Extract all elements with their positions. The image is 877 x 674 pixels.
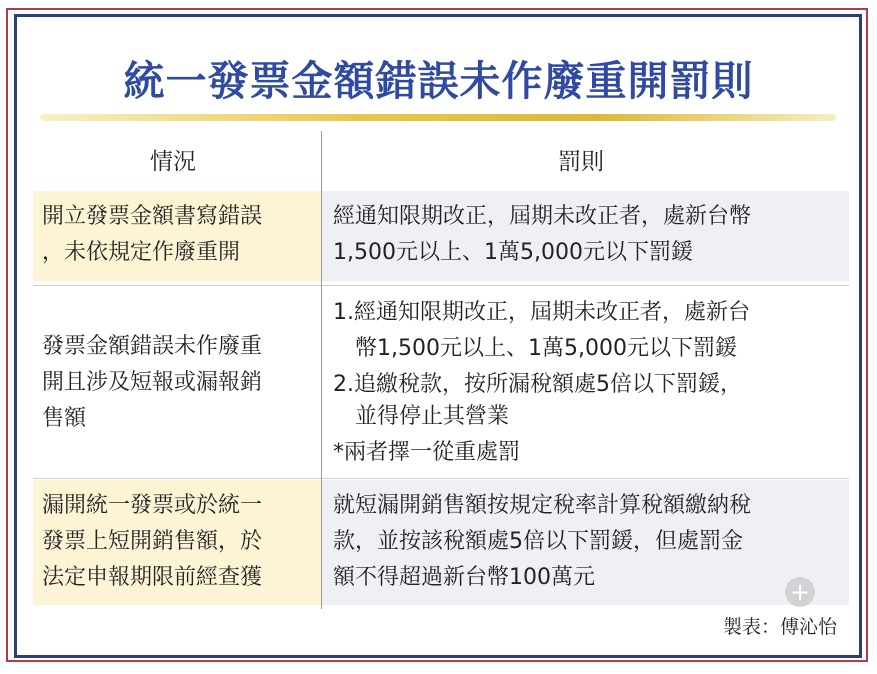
penalty-cell [321,480,849,605]
penalty-line: 1.經通知限期改正，屆期未改正者，處新台 [333,300,750,325]
situation-cell [33,480,321,605]
situation-line: 發票金額錯誤未作廢重 [42,334,263,359]
situation-line: 漏開統一發票或於統一 [42,493,263,518]
header-penalty: 罰則 [558,149,604,175]
penalty-line: 款，並按該稅額處5倍以下罰鍰，但處罰金 [333,529,743,554]
penalty-line: 1,500元以上、1萬5,000元以下罰鍰 [333,240,693,265]
penalty-line: 並得停止其營業 [333,404,510,429]
table-row [33,480,849,605]
situation-cell [33,287,321,477]
table-row [33,287,849,477]
situation-line: 開且涉及短報或漏報銷 [42,370,263,395]
row-divider [33,285,849,286]
row-divider [33,478,849,479]
penalty-line: 幣1,500元以上、1萬5,000元以下罰鍰 [333,336,737,361]
plus-icon[interactable]: + [785,577,815,607]
situation-line: 法定申報期限前經查獲 [42,565,263,590]
situation-cell [33,191,321,281]
penalty-line: 就短漏開銷售額按規定稅率計算稅額繳納稅 [333,493,752,518]
penalty-line: 經通知限期改正，屆期未改正者，處新台幣 [333,204,752,229]
title-underline [40,114,836,121]
penalty-line: 額不得超過新台幣100萬元 [333,565,595,590]
penalty-note: *兩者擇一從重處罰 [333,440,521,465]
column-divider [321,131,322,609]
header-situation: 情況 [150,149,196,175]
credit-text: 製表：傅沁怡 [722,616,837,638]
situation-line: 開立發票金額書寫錯誤 [42,204,263,229]
penalty-cell [321,287,849,477]
situation-line: 發票上短開銷售額，於 [42,529,263,554]
table-row [33,191,849,281]
penalty-cell [321,191,849,281]
situation-line: ，未依規定作廢重開 [42,240,241,265]
situation-line: 售額 [42,406,87,431]
page-title: 統一發票金額錯誤未作廢重開罰則 [123,57,754,105]
penalty-line: 2.追繳稅款，按所漏稅額處5倍以下罰鍰， [333,372,742,397]
